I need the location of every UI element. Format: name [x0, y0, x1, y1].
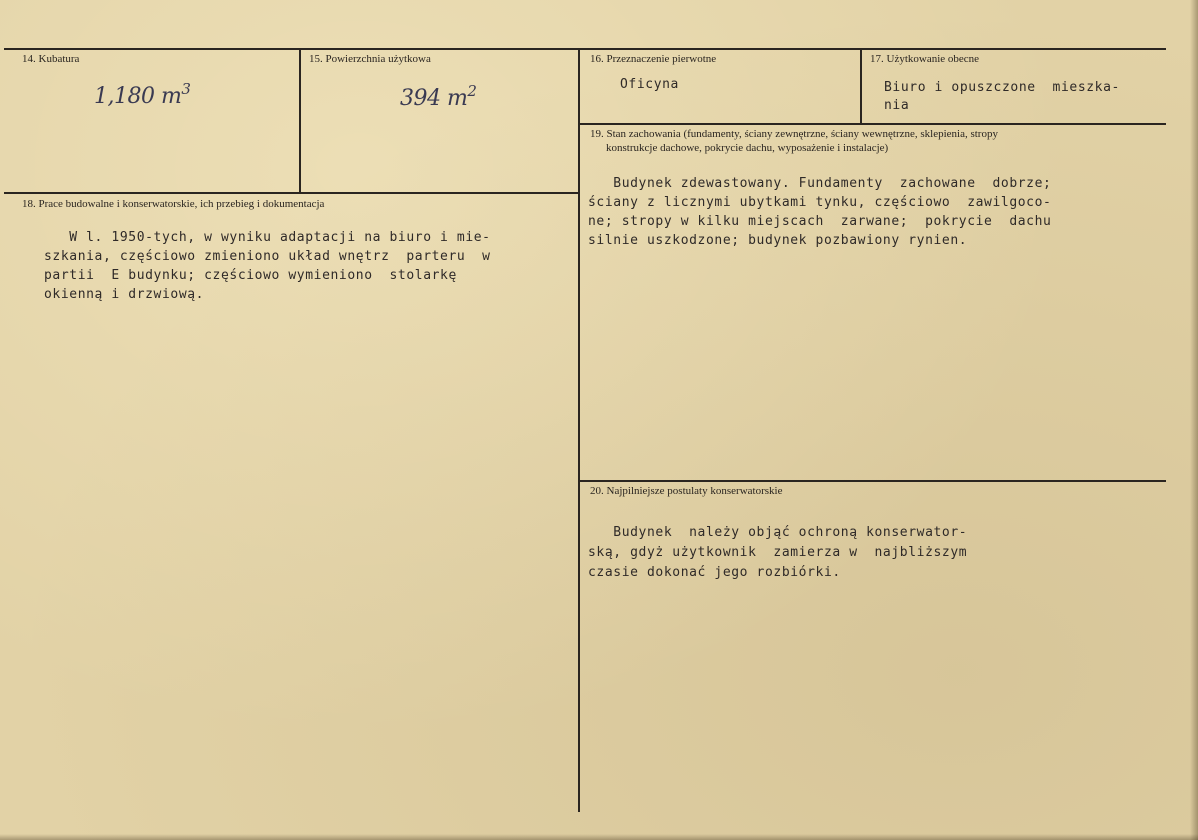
field-14-unit: m [160, 84, 182, 109]
field-20-line-1: Budynek należy objąć ochroną konserwator- [588, 525, 968, 540]
field-14-number: 1,180 [94, 84, 155, 109]
card-bottom-shadow [0, 834, 1198, 840]
field-15-label: 15. Powierzchnia użytkowa [309, 53, 431, 65]
field-14-exponent: 3 [181, 80, 191, 98]
divider-16-17 [860, 48, 862, 124]
field-19-line-3: ne; stropy w kilku miejscach zarwane; pokrycie dachu [588, 214, 1052, 229]
field-20-label: 20. Najpilniejsze postulaty konserwatorskie [590, 485, 783, 497]
rule-below-16-17 [578, 123, 1166, 125]
field-19-label-line-2: konstrukcje dachowe, pokrycie dachu, wyposażenie i instalacje) [606, 142, 889, 154]
field-17-label: 17. Użytkowanie obecne [870, 53, 980, 65]
field-15-value [400, 82, 477, 111]
field-15-number: 394 [400, 86, 441, 111]
rule-above-20 [578, 480, 1166, 482]
field-17-line-2: nia [884, 98, 910, 113]
divider-center [578, 48, 580, 812]
field-18-line-2: szkania, częściowo zmieniono układ wnętrz parteru w [44, 249, 491, 264]
field-19-line-4: silnie uszkodzone; budynek pozbawiony rynien. [588, 233, 968, 248]
field-18-label: 18. Prace budowalne i konserwatorskie, ich przebieg i dokumentacja [22, 198, 325, 210]
field-18-line-1: W l. 1950-tych, w wyniku adaptacji na biuro i mie- [44, 230, 491, 245]
field-18-line-3: partii E budynku; częściowo wymieniono stolarkę [44, 268, 457, 283]
field-19-label-line-1: 19. Stan zachowania (fundamenty, ściany zewnętrzne, ściany wewnętrzne, sklepienia, stropy [590, 128, 998, 140]
rule-below-14-15 [4, 192, 580, 194]
field-14-label: 14. Kubatura [22, 53, 80, 65]
field-17-line-1: Biuro i opuszczone mieszka- [884, 80, 1120, 95]
field-18-line-4: okienną i drzwiową. [44, 287, 205, 302]
card-right-shadow [1190, 0, 1198, 840]
field-15-unit: m [447, 86, 468, 111]
field-19-line-1: Budynek zdewastowany. Fundamenty zachowane dobrze; [588, 176, 1052, 191]
field-16-label: 16. Przeznaczenie pierwotne [590, 53, 717, 65]
field-20-line-3: czasie dokonać jego rozbiórki. [588, 565, 841, 580]
divider-14-15 [299, 48, 301, 192]
field-20-line-2: ską, gdyż użytkownik zamierza w najbliższym [588, 545, 968, 560]
top-rule [4, 48, 1166, 50]
field-14-value [94, 80, 191, 109]
field-19-line-2: ściany z licznymi ubytkami tynku, częściowo zawilgoco- [588, 195, 1052, 210]
field-16-value: Oficyna [620, 77, 679, 92]
field-15-exponent: 2 [467, 82, 477, 100]
